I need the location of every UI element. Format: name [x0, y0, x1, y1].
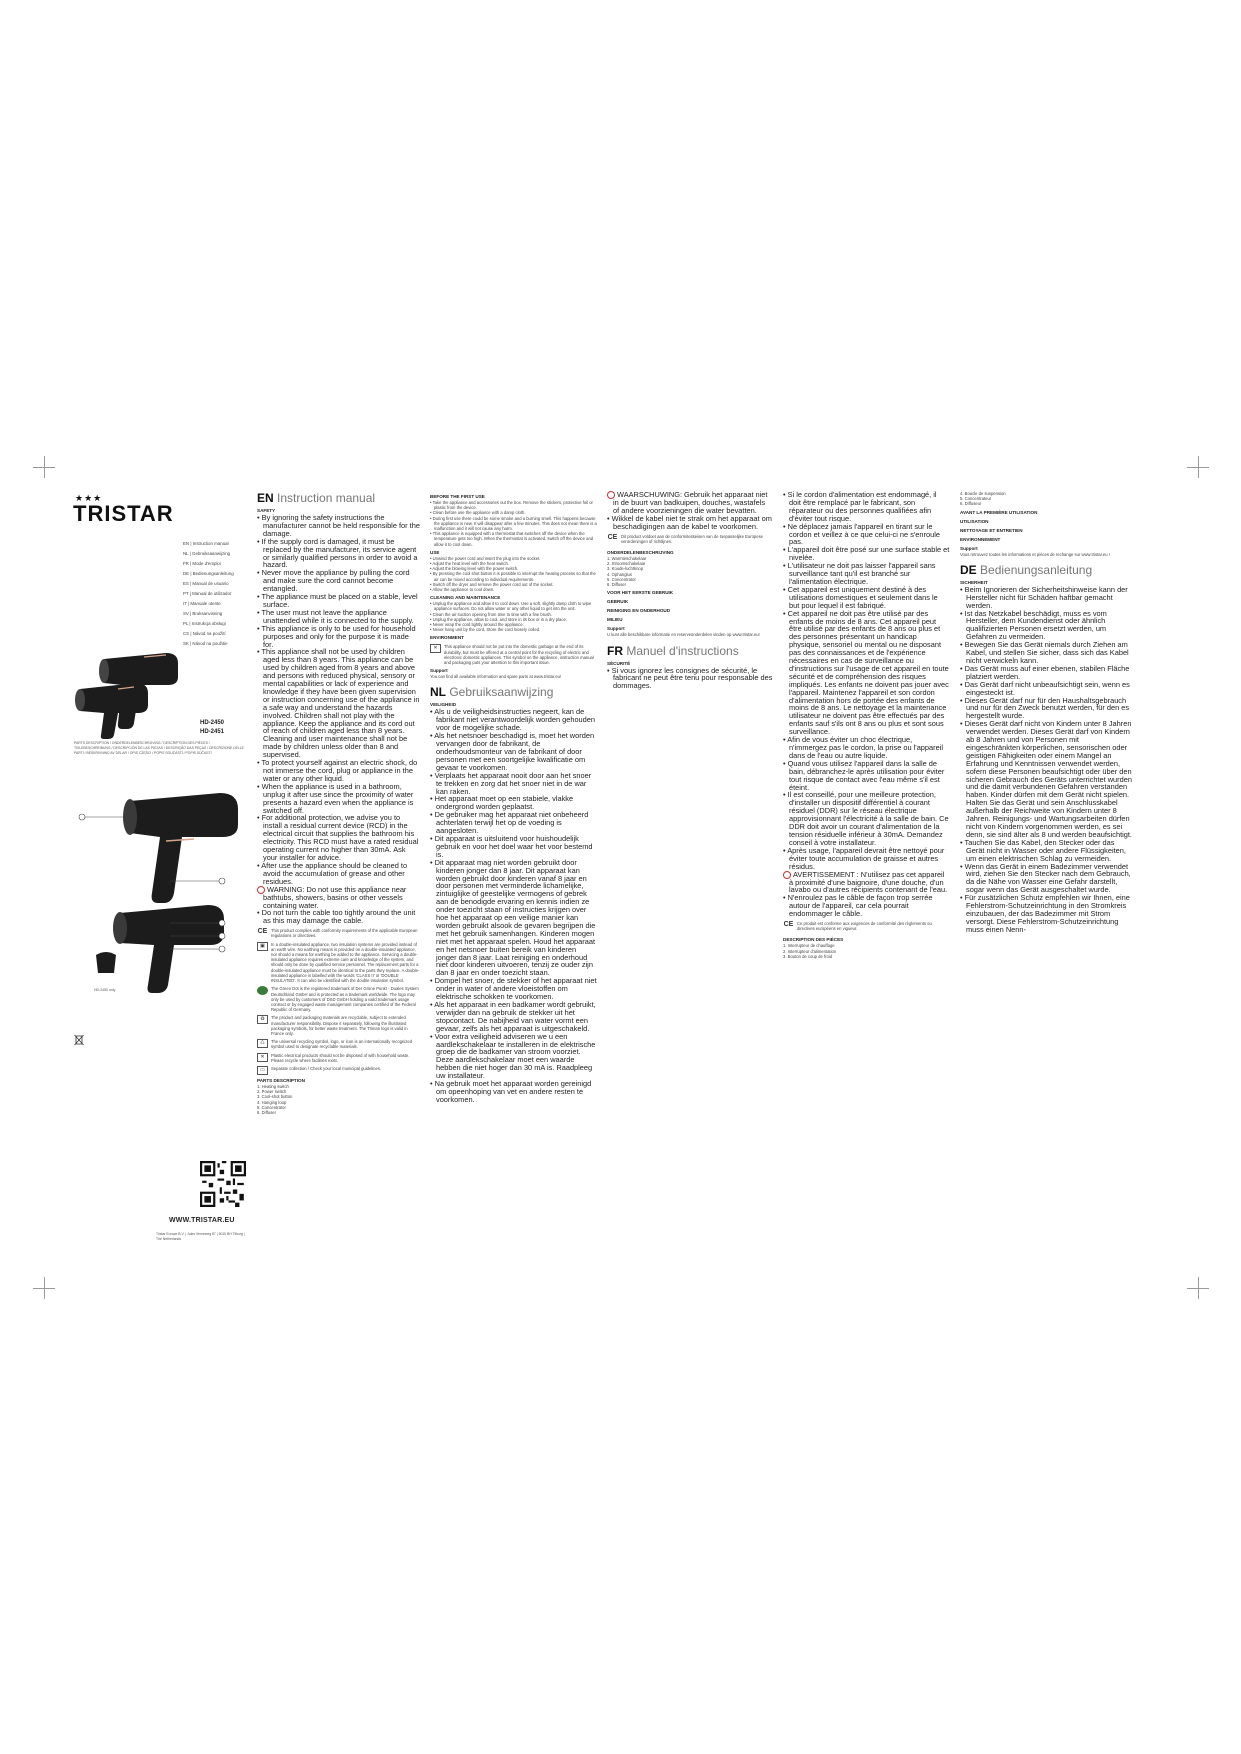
website-link[interactable]: WWW.TRISTAR.EU	[169, 1217, 235, 1224]
list-item: • Ne déplacez jamais l'appareil en tirant sur le cordon et veillez à ce que celui-ci ne s'enroule pas.	[783, 521, 940, 547]
list-item: • Never hang unit by the cord. Store the cord loosely coiled.	[430, 627, 541, 633]
list-item: • The user must not leave the appliance unattended while it is connected to the supply.	[257, 607, 414, 625]
nl-panel	[607, 491, 773, 1264]
list-item: • Het apparaat moet op een stabiele, vlakke ondergrond worden geplaatst.	[430, 794, 574, 812]
list-item: • Bewegen Sie das Gerät niemals durch Ziehen am Kabel, und stellen Sie sicher, dass sich das Kabel nicht verwickeln kann.	[960, 640, 1129, 665]
parts-diagram	[70, 781, 245, 996]
list-item: • Für zusätzlichen Schutz empfehlen wir Ihnen, eine Fehlerstrom-Schutzeinrichtung in den Stromkreis einzubauen, der das Badezimmer mit Strom versorgt. Diese Fehlerstrom-Schutzeinrichtung muss einen Nenn-	[960, 893, 1130, 934]
en-before-list	[430, 500, 597, 547]
fr-parts-list-cont	[960, 491, 1132, 507]
parts-caption: PARTS DESCRIPTION / ONDERDELENBESCHRIJVING / DESCRIPTION DES PIÈCES / TEILEBESCHREIBUNG / DESCRIPCIÓN DE LAS PIEZAS / DESCRIÇÃO DAS PEÇAS / DESCRIZIONE DELLE PARTI / BESKRIVNING AV DELAR / OPIS CZĘŚCI / POPIS SOUČÁSTÍ / POPIS SÚČASTÍ	[74, 741, 244, 755]
nl-parts-heading: ONDERDELENBESCHRIJVING	[607, 550, 674, 556]
list-item: 2. Stroomschakelaar	[607, 561, 646, 567]
ce-row: CE Dit product voldoet aan de conformiteitseisen van de toepasselijke Europese verordeningen of richtlijnen.	[607, 533, 763, 544]
language-item: PT | Manual de utilizador	[183, 591, 232, 596]
list-item: • To protect yourself against an electric shock, do not immerse the cord, plug or appliance in the water or any other liquid.	[257, 758, 418, 783]
list-item: 1. Warmteschakelaar	[607, 556, 647, 562]
en-cleaning-heading: CLEANING AND MAINTENANCE	[430, 595, 501, 601]
list-item: WAARSCHUWING: Gebruik het apparaat niet in de buurt van badkuipen, douches, wastafels of andere voorzieningen die water bevatten.	[607, 491, 773, 515]
fr-parts-list	[783, 943, 950, 959]
model-number: HD-2451	[200, 729, 225, 735]
list-item: • Clean the air suction opening from time to time with a fine brush.	[430, 611, 553, 617]
en-before-heading: BEFORE THE FIRST USE	[430, 494, 485, 499]
en-safety-list	[257, 514, 420, 925]
weee-bin-icon	[74, 1034, 84, 1046]
separate-row: ▭ Separate collection / Check your local municipal guidelines.	[257, 1066, 420, 1075]
en-title: EN Instruction manual	[257, 491, 376, 505]
list-item: 6. Diffuser	[607, 582, 627, 588]
de-title: DE Bedienungsanleitung	[960, 562, 1093, 577]
fr-safety-heading: SÉCURITÉ	[607, 660, 631, 666]
list-item: • Do not turn the cable too tightly around the unit as this may damage the cable.	[257, 908, 416, 926]
fr-safety-list	[607, 667, 773, 691]
list-item: • Afin de vous éviter un choc électrique, n'immergez pas le cordon, la prise ou l'appareil dans de l'eau ou autre liquide.	[783, 735, 943, 760]
list-item: 3. Koude-luchtknop	[607, 566, 644, 572]
bin-row: ✕ Plastic electrical products should not be disposed of with household waste. Please recycle where facilities exist.	[257, 1053, 420, 1063]
list-item: 2. Power switch	[257, 1089, 287, 1095]
crop-mark	[1198, 1277, 1199, 1299]
list-item: • Allow the appliance to cool down.	[430, 587, 495, 593]
fr-de-panel	[960, 491, 1132, 1264]
diffuser-note: HD-2450 only	[94, 988, 116, 992]
list-item: • Adjust the heat level with the heat switch.	[430, 561, 509, 567]
nl-environment-heading: MILIEU	[607, 617, 623, 623]
fr-support-heading: Support	[960, 545, 978, 551]
language-item: ES | Manual de usuario	[183, 581, 229, 586]
fr-cleaning-heading: NETTOYAGE ET ENTRETIEN	[960, 527, 1023, 533]
en-panel-right	[430, 491, 597, 1264]
list-item: • This appliance is equipped with a thermostat that switches off the device when the temperature gets too high. When the thermostat is activated, switch off the device and allow it to cool down.	[430, 531, 594, 547]
list-item: • Verplaats het apparaat nooit door aan het snoer te trekken en zorg dat het snoer niet in de war kan raken.	[430, 770, 592, 796]
en-use-list	[430, 556, 597, 592]
fr-environment-heading: ENVIRONNEMENT	[960, 536, 1001, 542]
list-item: • Si le cordon d'alimentation est endommagé, il doit être remplacé par le fabricant, son réparateur ou des personnes qualifiées afin d'éviter tout risque.	[783, 491, 937, 523]
cover-product-image	[74, 649, 184, 739]
brand-stars: ★★★	[75, 493, 103, 503]
list-item: • Wenn das Gerät in einem Badezimmer verwendet wird, ziehen Sie den Stecker nach dem Gebrauch, da die Nähe von Wasser eine Gefahr darstellt, sogar wenn das Gerät ausgeschaltet wurde.	[960, 861, 1131, 895]
list-item: 1. Heating switch	[257, 1083, 289, 1089]
list-item: • Adjust the blowing level with the power switch.	[430, 566, 519, 572]
company-address: Tristar Europe B.V. | Jules Verneweg 87 | 5015 BH Tilburg | The Netherlands	[156, 1232, 245, 1241]
list-item: • Das Gerät darf nicht unbeaufsichtigt sein, wenn es eingesteckt ist.	[960, 679, 1130, 697]
list-item: • This appliance is only to be used for household purposes and only for the purpose it is made for.	[257, 623, 416, 649]
nl-safety-list	[430, 708, 597, 1103]
en-cleaning-list	[430, 601, 597, 632]
list-item: • This appliance shall not be used by children aged less than 8 years. This appliance can be used by children aged from 8 years and above and persons with reduced physical, sensory or mental capabilities or lack of experience and knowledge if they have been given supervision or instruction concerning use of the appliance in a safe way and understand the hazards involved. Children shall not play with the appliance. Keep the appliance and its cord out of reach of children aged less than 8 years. Cleaning and user maintenance shall not be made by children unless older than 8 and supervised.	[257, 647, 420, 760]
separate-collection-icon: ▭	[257, 1066, 268, 1075]
en-support-heading: Support	[430, 668, 448, 674]
ce-mark-icon: CE	[783, 921, 794, 929]
crop-mark	[1198, 456, 1199, 478]
en-use-heading: USE	[430, 549, 440, 555]
list-item: • Il est conseillé, pour une meilleure protection, d'installer un dispositif différentiel à courant résiduel (DDR) sur le réseau électrique approvisionnant l'électricité à la salle de bain. Ce DDR doit avoir un courant d'alimentation de la tension résiduelle inférieur à 30mA. Demandez conseil à votre installateur.	[783, 790, 949, 847]
list-item: • After use the appliance should be cleaned to avoid the accumulation of grease and other residues.	[257, 860, 408, 886]
list-item: 5. Concentrator	[607, 576, 636, 582]
en-environment-heading: ENVIRONMENT	[430, 635, 464, 641]
list-item: • Wikkel de kabel niet te strak om het apparaat om beschadigingen aan de kabel te voorkomen.	[607, 513, 772, 531]
ce-row: CE Ce produit est conforme aux exigences de conformité des règlements ou directives européens en vigueur.	[783, 921, 932, 932]
ce-mark-icon: CE	[607, 533, 618, 541]
nl-safety-heading: VEILIGHEID	[430, 702, 457, 708]
list-item: • N'enroulez pas le câble de façon trop serrée autour de l'appareil, car cela pourrait endommager le câble.	[783, 893, 933, 919]
list-item: • L'appareil doit être posé sur une surface stable et nivelée.	[783, 545, 950, 563]
list-item: 1. Interrupteur de chauffage	[783, 943, 835, 949]
list-item: • Als het netsnoer beschadigd is, moet het worden vervangen door de fabrikant, de onderhoudsmonteur van de fabrikant of door personen met een soortgelijke kwalificatie om gevaar te voorkomen.	[430, 731, 595, 772]
list-item: • Dompel het snoer, de stekker of het apparaat niet onder in water of andere vloeistoffen om elektrische schokken te voorkomen.	[430, 976, 597, 1002]
list-item: • For additional protection, we advise you to install a residual current device (RCD) in the electrical circuit that supplies the bathroom his electricity. This RCD must have a rated residual operating current no higher than 30mA. Ask your installer for advice.	[257, 813, 419, 862]
ce-row: CE This product complies with conformity requirements of the applicable European regulations or directives.	[257, 928, 418, 939]
list-item: • Si vous ignorez les consignes de sécurité, le fabricant ne peut être tenu pour responsable des dommages.	[607, 665, 773, 691]
list-item: • Take the appliance and accessories out the box. Remove the stickers, protective foil or plastic from the device.	[430, 500, 593, 511]
list-item: • Cet appareil ne doit pas être utilisé par des enfants de moins de 8 ans. Cet appareil peut être utilisé par des enfants de 8 ans ou plus et des personnes présentant un handicap physique, sensoriel ou mental ou ne disposant pas des connaissances et de l'expérience nécessaires en cas de surveillance ou d'instructions sur l'usage de cet appareil en toute sécurité et de compréhension des risques impliqués. Les enfants ne doivent pas jouer avec l'appareil. Maintenez l'appareil et son cordon d'alimentation hors de portée des enfants de moins de 8 ans. Le nettoyage et la maintenance utilisateur ne doivent pas être effectués par des enfants sauf s'ils ont 8 ans ou plus et sont sous surveillance.	[783, 608, 949, 737]
green-dot-icon	[257, 986, 268, 995]
list-item: • Dieses Gerät darf nur für den Haushaltsgebrauch und nur für den Zweck benutzt werden, für den es hergestellt wurde.	[960, 695, 1130, 721]
list-item: • Dieses Gerät darf nicht von Kindern unter 8 Jahren verwendet werden. Dieses Gerät darf von Kindern ab 8 Jahren und von Personen mit eingeschränkten körperlichen, sensorischen oder geistigen Fähigkeiten oder einem Mangel an Erfahrung und Kenntnissen verwendet werden, sofern diese Personen beaufsichtigt oder über den sicheren Gebrauch des Geräts unterrichtet wurden und die damit verbundenen Gefahren verstanden haben. Kinder dürfen mit dem Gerät nicht spielen. Halten Sie das Gerät und sein Anschlusskabel außerhalb der Reichweite von Kindern unter 8 Jahren. Reinigungs- und Wartungsarbeiten dürfen nicht von Kindern vorgenommen werden, es sei denn, sie sind älter als 8 und werden beaufsichtigt.	[960, 719, 1132, 839]
list-item: • Ist das Netzkabel beschädigt, muss es vom Hersteller, dem Kundendienst oder ähnlich qualifizierten Personen ersetzt werden, um Gefahren zu vermeiden.	[960, 608, 1107, 642]
env-row: ✕ This appliance should not be put into the domestic garbage at the end of its durability, but must be offered at a central point for the recycling of electric and electronic domestic appliances. This symbol on the appliance, instruction manual and packaging puts your attention to this important issue.	[430, 644, 597, 665]
nl-cleaning-heading: REINIGING EN ONDERHOUD	[607, 608, 671, 614]
list-item: • By pressing the cool shot button it is possible to interrupt the heating process so that the air can be mixed according to individual requirements.	[430, 571, 596, 582]
model-number: HD-2450	[200, 720, 225, 726]
list-item: AVERTISSEMENT : N'utilisez pas cet appareil à proximité d'une baignoire, d'une douche, d'un lavabo ou d'autres récipients contenant de l'eau.	[783, 871, 950, 895]
list-item: • Unwind the power cord and insert the plug into the socket.	[430, 555, 541, 561]
list-item: • Switch off the dryer and remove the power cord out of the socket.	[430, 581, 554, 587]
nl-parts-list	[607, 556, 773, 587]
list-item: 5. Concentrateur	[960, 496, 992, 502]
nl-support-heading: Support	[607, 626, 625, 632]
fr-title: FR Manuel d'instructions	[607, 643, 739, 658]
fr-use-heading: UTILISATION	[960, 518, 989, 524]
list-item: • Beim Ignorieren der Sicherheitshinweise kann der Hersteller nicht für Schäden haftbar gemacht werden.	[960, 584, 1128, 610]
nl-safety-list-cont	[607, 491, 773, 531]
en-parts-list	[257, 1084, 420, 1115]
language-item: IT | Manuale utente	[183, 601, 221, 606]
list-item: • Voor extra veiligheid adviseren we u een aardlekschakelaar te installeren in de elektrische groep die de badkamer van stroom voorziet. Deze aardlekschakelaar moet een waarde hebben die niet hoger dan 30 mA is. Raadpleeg uw installateur.	[430, 1031, 596, 1081]
double-insulation-icon: ▣	[257, 942, 268, 951]
list-item: • Never move the appliance by pulling the cord and make sure the cord cannot become entangled.	[257, 568, 410, 594]
language-item: SK | Návod na použitie	[183, 641, 228, 646]
list-item: 4. Boucle de suspension	[960, 491, 1006, 496]
list-item: • Als u de veiligheidsinstructies negeert, kan de fabrikant niet verantwoordelijk worden gehouden voor de mogelijke schade.	[430, 707, 595, 733]
qr-code[interactable]	[200, 1161, 246, 1207]
language-item: EN | Instruction manual	[183, 541, 229, 546]
list-item: • Cet appareil est uniquement destiné à des utilisations domestiques et seulement dans le but pour lequel il est fabriqué.	[783, 584, 938, 610]
language-item: CS | Návod na použití	[183, 631, 226, 636]
list-item: 2. Interrupteur d'alimentation	[783, 948, 837, 954]
crop-mark	[44, 1277, 45, 1299]
list-item: 3. Cool-shot button	[257, 1094, 293, 1100]
list-item: • The appliance must be placed on a stable, level surface.	[257, 592, 418, 609]
list-item: • L'utilisateur ne doit pas laisser l'appareil sans surveillance tant qu'il est branché sur l'alimentation électrique.	[783, 561, 936, 586]
green-dot-row: The Green Dot is the registered trademark of Der Grüne Punkt - Duales System Deutschland GmbH and is protected as a trademark worldwide. The logo may only be used by customers of DSD GmbH holding a valid trademark usage contract or by engaged waste management companies certified of the Federal Republic of Germany.	[257, 986, 420, 1012]
list-item: • Dit apparaat mag niet worden gebruikt door kinderen jonger dan 8 jaar. Dit apparaat kan worden gebruikt door kinderen vanaf 8 jaar en door personen met verminderde lichamelijke, zintuiglijke of geestelijke vermogens of gebrek aan de benodigde ervaring en kennis indien ze onder toezicht staan of instructies krijgen over hoe het apparaat op een veilige manier kan worden gebruikt alsook de gevaren begrijpen die met het gebruik samenhangen. Kinderen mogen niet met het apparaat spelen. Houd het apparaat en het netsnoer buiten bereik van kinderen jonger dan 8 jaar. Laat reiniging en onderhoud niet door kinderen uitvoeren, tenzij ze ouder zijn dan 8 jaar en onder toezicht staan.	[430, 857, 596, 978]
language-item: FR | Mode d'emploi	[183, 561, 221, 566]
list-item: • Na gebruik moet het apparaat worden gereinigd om opeenhoping van vet en andere resten te voorkomen.	[430, 1079, 592, 1104]
weee-bin-icon: ✕	[257, 1053, 268, 1062]
language-item: SV | Bruksanvisning	[183, 611, 223, 616]
ce-mark-icon: CE	[257, 928, 268, 936]
list-item: • Clean before use the appliance with a damp cloth.	[430, 510, 526, 516]
fr-support-text: Vous retrouvez toutes les informations et pièces de rechange sur www.tristar.eu !	[960, 551, 1110, 557]
recycle-row: ♻ The product and packaging materials are recyclable, subject to extended manufacturer responsibility. Dispose it separately, following the illustrated packaging symbols, for better waste treatment. The Triman logo is valid in France only.	[257, 1015, 420, 1036]
list-item: • When the appliance is used in a bathroom, unplug it after use since the proximity of water presents a hazard even when the appliance is switched off.	[257, 781, 414, 815]
manual-sheet	[70, 491, 1171, 1264]
class2-row: ▣ In a double-insulated appliance, two insulation systems are provided instead of an earth wire. No earthing means is provided on a double-insulated appliance, nor should a means for earthing be added to the appliance. Servicing a double-insulated appliance requires extreme care and knowledge of the system, and should only be done by qualified service personnel. The replacement parts for a double-insulated appliance must be identical to the parts they replace. A double-insulated appliance is labelled with the words 'CLASS II' or 'DOUBLE INSULATED'. It can also be identified with the double insulation symbol.	[257, 942, 420, 984]
fr-panel	[783, 491, 950, 1264]
list-item: • Dit apparaat is uitsluitend voor huishoudelijk gebruik en voor het doel waar het voor bestemd is.	[430, 833, 593, 859]
triman-icon: ♻	[257, 1015, 268, 1024]
language-item: PL | Instrukcja obsługi	[183, 621, 226, 626]
list-item: 4. Hanging loop	[257, 1099, 287, 1105]
fr-parts-heading: DESCRIPTION DES PIÈCES	[783, 937, 844, 943]
list-item: • Never wrap the cord tightly around the appliance.	[430, 622, 524, 628]
mobius-row: ♺ The universal recycling symbol, logo, or icon is an internationally recognized symbol used to designate recyclable materials.	[257, 1039, 420, 1049]
crop-mark	[44, 456, 45, 478]
en-panel-left	[257, 491, 420, 1264]
list-item: 3. Bouton de coup de froid	[783, 953, 833, 959]
en-safety-heading: SAFETY	[257, 508, 276, 513]
list-item: • Quand vous utilisez l'appareil dans la salle de bain, débranchez-le après utilisation pour éviter tout risque de contact avec l'eau même s'il est éteint.	[783, 758, 945, 792]
language-list	[183, 539, 243, 649]
list-item: • De gebruiker mag het apparaat niet onbeheerd achterlaten terwijl het op de voeding is aangesloten.	[430, 810, 589, 836]
recycle-icon: ♺	[257, 1039, 268, 1048]
cover-column	[70, 491, 245, 1264]
nl-before-heading: VOOR HET EERSTE GEBRUIK	[607, 590, 674, 596]
list-item: • During first use there could be some smoke and a burning smell. This happens because the appliance is new. It will disappear after a few minutes. This does not mean there is a malfunction and it will not cause any harm.	[430, 515, 597, 532]
list-item: 4. Ophanglus	[607, 571, 632, 577]
nl-use-heading: GEBRUIK	[607, 599, 629, 605]
list-item: WARNING: Do not use this appliance near bathtubs, showers, basins or other vessels containing water.	[257, 886, 420, 910]
list-item: 6. Diffuseur	[960, 501, 982, 507]
list-item: • Als het apparaat in een badkamer wordt gebruikt, verwijder dan na gebruik de stekker uit het stopcontact. De nabijheid van water vormt een gevaar, zelfs als het apparaat is uitgeschakeld.	[430, 1000, 596, 1033]
en-support-text: You can find all available information and spare parts at www.tristar.eu!	[430, 674, 562, 680]
nl-support-text: U kunt alle beschikbare informatie en reserveonderdelen vinden op www.tristar.eu!	[607, 632, 760, 638]
language-item: DE | Bedienungsanleitung	[183, 571, 234, 576]
list-item: • Tauchen Sie das Kabel, den Stecker oder das Gerät nicht in Wasser oder andere Flüssigkeiten, um einen elektrischen Schlag zu vermeiden.	[960, 837, 1126, 863]
list-item: • Unplug the appliance and allow it to cool down. Use a soft, slightly damp cloth to wipe appliance surfaces. Do not allow water or any other liquid to get into the unit.	[430, 601, 592, 612]
fr-safety-list-cont	[783, 491, 950, 918]
list-item: • Unplug the appliance, allow to cool, and store in its box or in a dry place.	[430, 616, 567, 622]
weee-bin-icon: ✕	[430, 644, 441, 653]
list-item: 5. Concentrator	[257, 1104, 286, 1110]
list-item: • Après usage, l'appareil devrait être nettoyé pour éviter toute accumulation de graisse et autres résidus.	[783, 845, 945, 871]
list-item: • Das Gerät muss auf einer ebenen, stabilen Fläche platziert werden.	[960, 663, 1130, 681]
de-safety-heading: SICHERHEIT	[960, 579, 988, 585]
list-item: • If the supply cord is damaged, it must be replaced by the manufacturer, its service agent or similarly qualified persons in order to avoid a hazard.	[257, 536, 418, 570]
nl-title: NL Gebruiksaanwijzing	[430, 685, 554, 700]
de-safety-list	[960, 586, 1132, 934]
list-item: • By ignoring the safety instructions the manufacturer cannot be held responsible for the damage.	[257, 513, 420, 538]
brand-logo: TRISTAR	[73, 501, 174, 526]
list-item: 6. Diffuser	[257, 1109, 277, 1115]
fr-before-heading: AVANT LA PREMIÈRE UTILISATION	[960, 509, 1038, 515]
language-item: NL | Gebruiksaanwijzing	[183, 551, 231, 556]
en-parts-heading: PARTS DESCRIPTION	[257, 1077, 305, 1083]
